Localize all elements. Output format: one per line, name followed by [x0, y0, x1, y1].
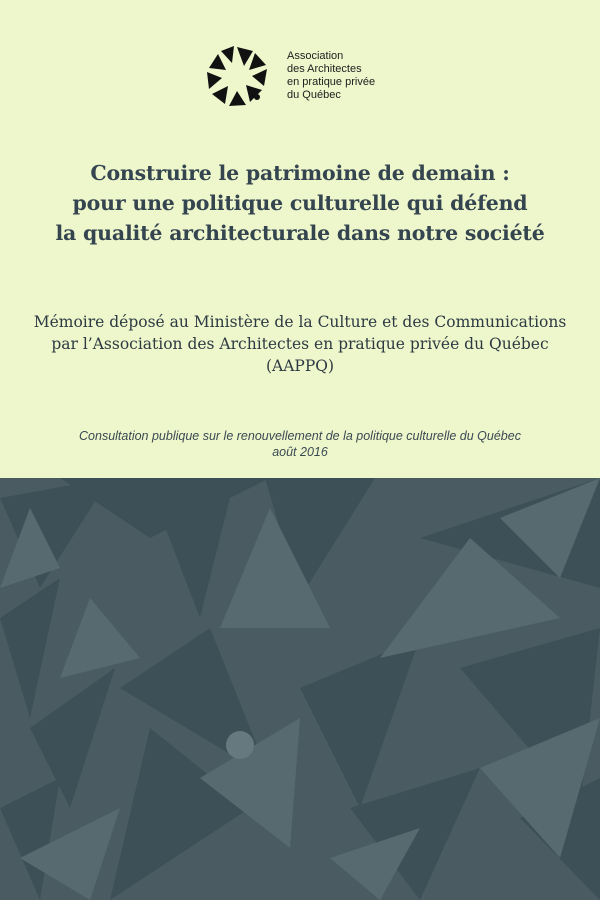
logo-line: du Québec: [287, 89, 341, 101]
subtitle-line: Mémoire déposé au Ministère de la Culture et des Communications: [33, 313, 567, 331]
association-logo: [204, 44, 394, 114]
title-line: la qualité architecturale dans notre société: [55, 221, 545, 245]
subtitle-line: par l’Association des Architectes en pratique privée du Québec: [51, 335, 549, 353]
title-line: Construire le patrimoine de demain :: [90, 161, 510, 185]
document-title: [0, 158, 600, 248]
association-name: [287, 50, 397, 102]
consultation-line: Consultation publique sur le renouvellement de la politique culturelle du Québec: [79, 429, 521, 443]
logo-line: des Architectes: [287, 63, 362, 75]
cover-bottom-panel: [0, 478, 600, 900]
consultation-date: août 2016: [272, 445, 328, 459]
logo-line: en pratique privée: [287, 76, 376, 88]
title-line: pour une politique culturelle qui défend: [72, 191, 528, 215]
aappq-shutter-logo-icon: [204, 44, 270, 110]
document-subtitle: [0, 311, 600, 377]
logo-line: Association: [287, 50, 344, 62]
triangle-pattern-graphic: [0, 478, 600, 900]
consultation-info: [0, 428, 600, 460]
subtitle-line: (AAPPQ): [265, 357, 335, 375]
